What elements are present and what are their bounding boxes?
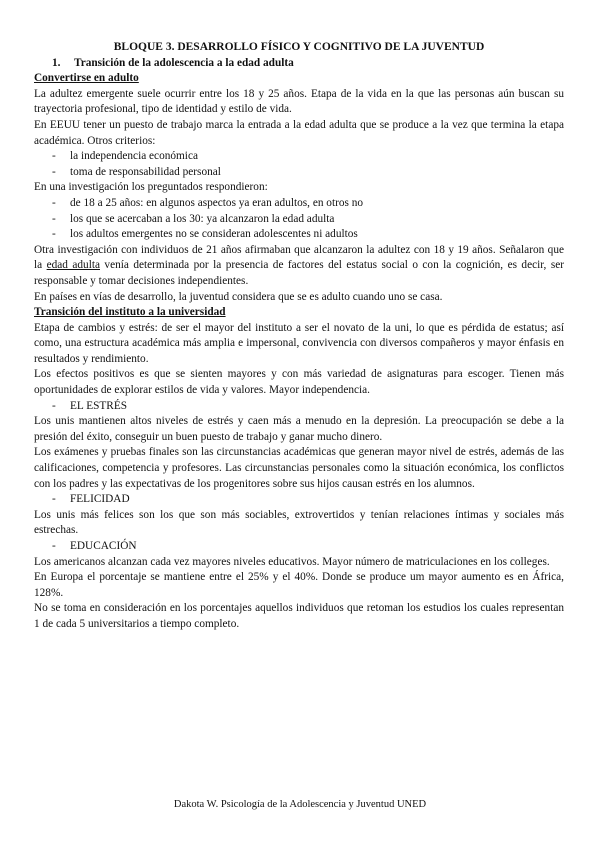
subheading-educacion <box>34 539 564 555</box>
paragraph: Los exámenes y pruebas finales son las circunstancias académicas que generan mayor nivel de estrés, además de las calificaciones, competencia y profesores. Las circunstancias personales como la situación económica, los conflictos con los padres y las expectativas de los progenitores sobre sus hijos causan estrés en los alumnos. <box>34 446 564 490</box>
list-item: - EL ESTRÉS <box>52 399 564 415</box>
section-number: 1. <box>52 56 61 69</box>
text-run: Otra investigación con individuos de 21 años afirmaban que alcanzaron la adultez con 18 y 19 años. Señalaron que la <box>34 243 564 272</box>
paragraph: Los americanos alcanzan cada vez mayores niveles educativos. Mayor número de matriculaciones en los colleges. <box>34 555 550 568</box>
paragraph: Los efectos positivos es que se sienten mayores y con más variedad de asignaturas para escoger. Tienen más oportunidades de explorar estilos de vida y valores. Mayor independencia. <box>34 368 564 397</box>
heading-transicion: Transición del instituto a la universidad <box>34 306 226 319</box>
criteria-list <box>34 149 564 180</box>
paragraph: No se toma en consideración en los porcentajes aquellos individuos que retoman los estudios los cuales representan 1 de cada 5 universitarios a tiempo completo. <box>34 602 564 630</box>
list-item: - FELICIDAD <box>52 492 564 508</box>
list-item: - EDUCACIÓN <box>52 539 564 555</box>
underlined-term: edad adulta <box>46 259 100 272</box>
paragraph <box>34 243 564 290</box>
text-run: venía determinada por la presencia de factores del estatus social o con la cognición, es decir, ser responsable y tomar decisiones independientes. <box>34 259 564 287</box>
paragraph: En EEUU tener un puesto de trabajo marca la entrada a la edad adulta que se produce a la vez que termina la etapa académica. Otros criterios: <box>34 118 564 147</box>
list-item: - la independencia económica <box>52 149 564 165</box>
document-page <box>34 40 564 633</box>
subheading-felicidad <box>34 492 564 508</box>
document-title: BLOQUE 3. DESARROLLO FÍSICO Y COGNITIVO DE LA JUVENTUD <box>113 41 485 53</box>
list-item: - los que se acercaban a los 30: ya alcanzaron la edad adulta <box>52 212 564 228</box>
list-item: - de 18 a 25 años: en algunos aspectos ya eran adultos, en otros no <box>52 196 564 212</box>
paragraph: Los unis más felices son los que son más sociables, extrovertidos y tenían relaciones íntimas y sociales más estrechas. <box>34 508 564 537</box>
paragraph: En una investigación los preguntados respondieron: <box>34 181 268 194</box>
paragraph: La adultez emergente suele ocurrir entre los 18 y 25 años. Etapa de la vida en la que las personas aún buscan su trayectoria profesional, tipo de identidad y estilo de vida. <box>34 87 564 116</box>
subheading-estres <box>34 399 564 415</box>
paragraph: En Europa el porcentaje se mantiene entre el 25% y el 40%. Donde se produce um mayor aumento es en África, 128%. <box>34 571 564 599</box>
responses-list <box>34 196 564 243</box>
page-footer: Dakota W. Psicología de la Adolescencia y Juventud UNED <box>173 799 427 810</box>
heading-convertirse: Convertirse en adulto <box>34 72 139 85</box>
paragraph: En países en vías de desarrollo, la juventud considera que se es adulto cuando uno se casa. <box>34 290 443 303</box>
paragraph: Etapa de cambios y estrés: de ser el mayor del instituto a ser el novato de la uni, lo que es pérdida de estatus; así como, una estructura académica más amplia e impersonal, convivencia con diversos compañeros y mayor énfasis en resultados y rendimiento. <box>34 321 564 365</box>
section-title-text: Transición de la adolescencia a la edad adulta <box>74 56 294 69</box>
list-item: - toma de responsabilidad personal <box>52 165 564 181</box>
paragraph: Los unis mantienen altos niveles de estrés y caen más a menudo en la depresión. La preocupación se debe a la presión del éxito, conseguir un buen puesto de trabajo y ganar mucho dinero. <box>34 415 564 443</box>
section-title <box>52 56 564 72</box>
list-item: - los adultos emergentes no se consideran adolescentes ni adultos <box>52 227 564 243</box>
